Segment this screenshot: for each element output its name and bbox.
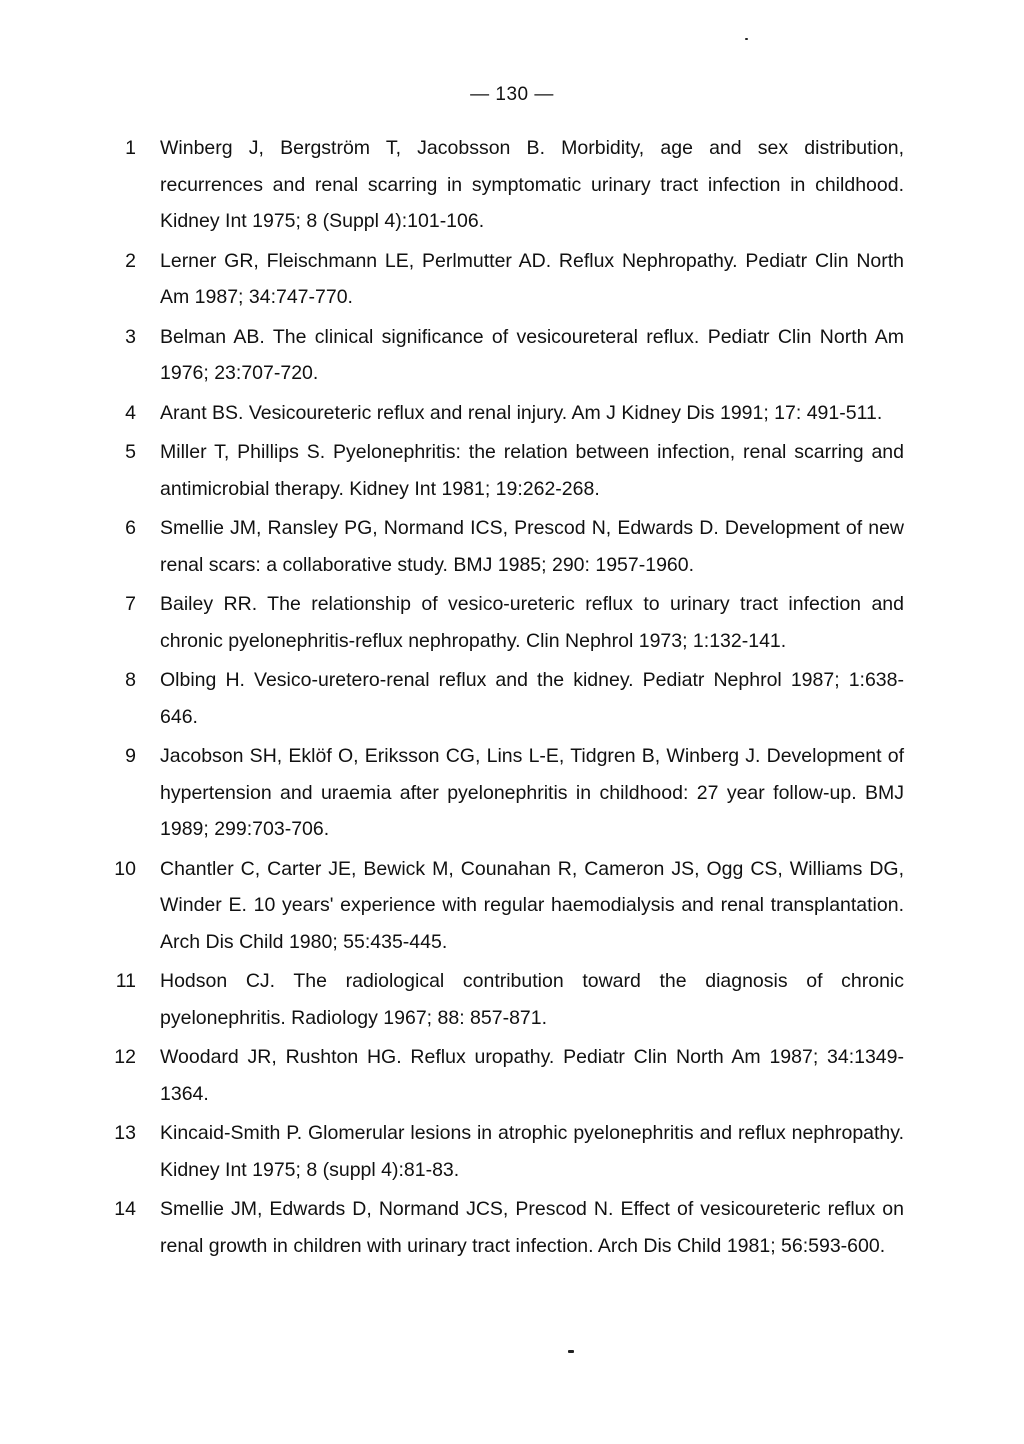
scan-speck	[568, 1350, 574, 1353]
reference-item	[112, 1191, 904, 1264]
reference-number: 1	[125, 137, 136, 159]
reference-item	[112, 851, 904, 961]
reference-item	[112, 319, 904, 392]
scan-speck	[745, 38, 748, 40]
reference-item	[112, 1039, 904, 1112]
reference-number: 10	[114, 857, 136, 880]
reference-number: 2	[125, 249, 136, 272]
reference-number: 7	[125, 593, 136, 615]
reference-number: 5	[125, 441, 136, 463]
reference-number: 11	[115, 970, 136, 992]
reference-text: Bailey RR. The relationship of vesico-ureteric reflux to urinary tract infection and chronic pyelonephritis-reflux nephropathy. Clin Nephrol 1973; 1:132-141.	[160, 593, 904, 652]
reference-item	[112, 434, 904, 507]
reference-item	[112, 243, 904, 316]
reference-item	[112, 395, 904, 432]
reference-number: 6	[125, 517, 136, 539]
reference-text: Winberg J, Bergström T, Jacobsson B. Morbidity, age and sex distribution, recurrences and renal scarring in symptomatic urinary tract infection in childhood. Kidney Int 1975; 8 (Suppl 4):101-106.	[160, 137, 904, 232]
reference-item	[112, 510, 904, 583]
reference-text: Belman AB. The clinical significance of vesicoureteral reflux. Pediatr Clin North Am 1976; 23:707-720.	[160, 325, 904, 384]
reference-text: Smellie JM, Edwards D, Normand JCS, Prescod N. Effect of vesicoureteric reflux on renal growth in children with urinary tract infection. Arch Dis Child 1981; 56:593-600.	[160, 1198, 904, 1257]
reference-number: 12	[114, 1046, 136, 1068]
reference-item	[112, 1115, 904, 1188]
reference-item	[112, 130, 904, 240]
reference-item	[112, 738, 904, 848]
page-number: — 130 —	[470, 84, 554, 105]
reference-number: 4	[125, 401, 136, 424]
reference-text: Smellie JM, Ransley PG, Normand ICS, Prescod N, Edwards D. Development of new renal scars: a collaborative study. BMJ 1985; 290: 1957-1960.	[160, 517, 904, 576]
reference-text: Jacobson SH, Eklöf O, Eriksson CG, Lins L-E, Tidgren B, Winberg J. Development of hypertension and uraemia after pyelonephritis in childhood: 27 year follow-up. BMJ 1989; 299:703-706.	[160, 745, 904, 840]
reference-number: 3	[125, 325, 136, 348]
reference-text: Chantler C, Carter JE, Bewick M, Counahan R, Cameron JS, Ogg CS, Williams DG, Winder E. 10 years' experience with regular haemodialysis and renal transplantation. Arch Dis Child 1980; 55:435-445.	[160, 857, 904, 953]
reference-text: Hodson CJ. The radiological contribution toward the diagnosis of chronic pyelonephritis. Radiology 1967; 88: 857-871.	[160, 970, 904, 1029]
reference-text: Arant BS. Vesicoureteric reflux and renal injury. Am J Kidney Dis 1991; 17: 491-511.	[160, 401, 883, 424]
reference-list	[112, 130, 904, 1267]
reference-item	[112, 662, 904, 735]
reference-number: 14	[114, 1198, 136, 1220]
reference-text: Lerner GR, Fleischmann LE, Perlmutter AD. Reflux Nephropathy. Pediatr Clin North Am 1987; 34:747-770.	[160, 249, 904, 308]
reference-text: Olbing H. Vesico-uretero-renal reflux and the kidney. Pediatr Nephrol 1987; 1:638-646.	[160, 669, 904, 728]
reference-text: Kincaid-Smith P. Glomerular lesions in atrophic pyelonephritis and reflux nephropathy. Kidney Int 1975; 8 (suppl 4):81-83.	[160, 1122, 904, 1181]
reference-number: 13	[114, 1122, 136, 1144]
reference-item	[112, 586, 904, 659]
reference-number: 8	[125, 669, 136, 691]
reference-item	[112, 963, 904, 1036]
reference-number: 9	[125, 745, 136, 767]
reference-text: Miller T, Phillips S. Pyelonephritis: the relation between infection, renal scarring and antimicrobial therapy. Kidney Int 1981; 19:262-268.	[160, 441, 904, 500]
reference-text: Woodard JR, Rushton HG. Reflux uropathy. Pediatr Clin North Am 1987; 34:1349-1364.	[160, 1046, 904, 1105]
